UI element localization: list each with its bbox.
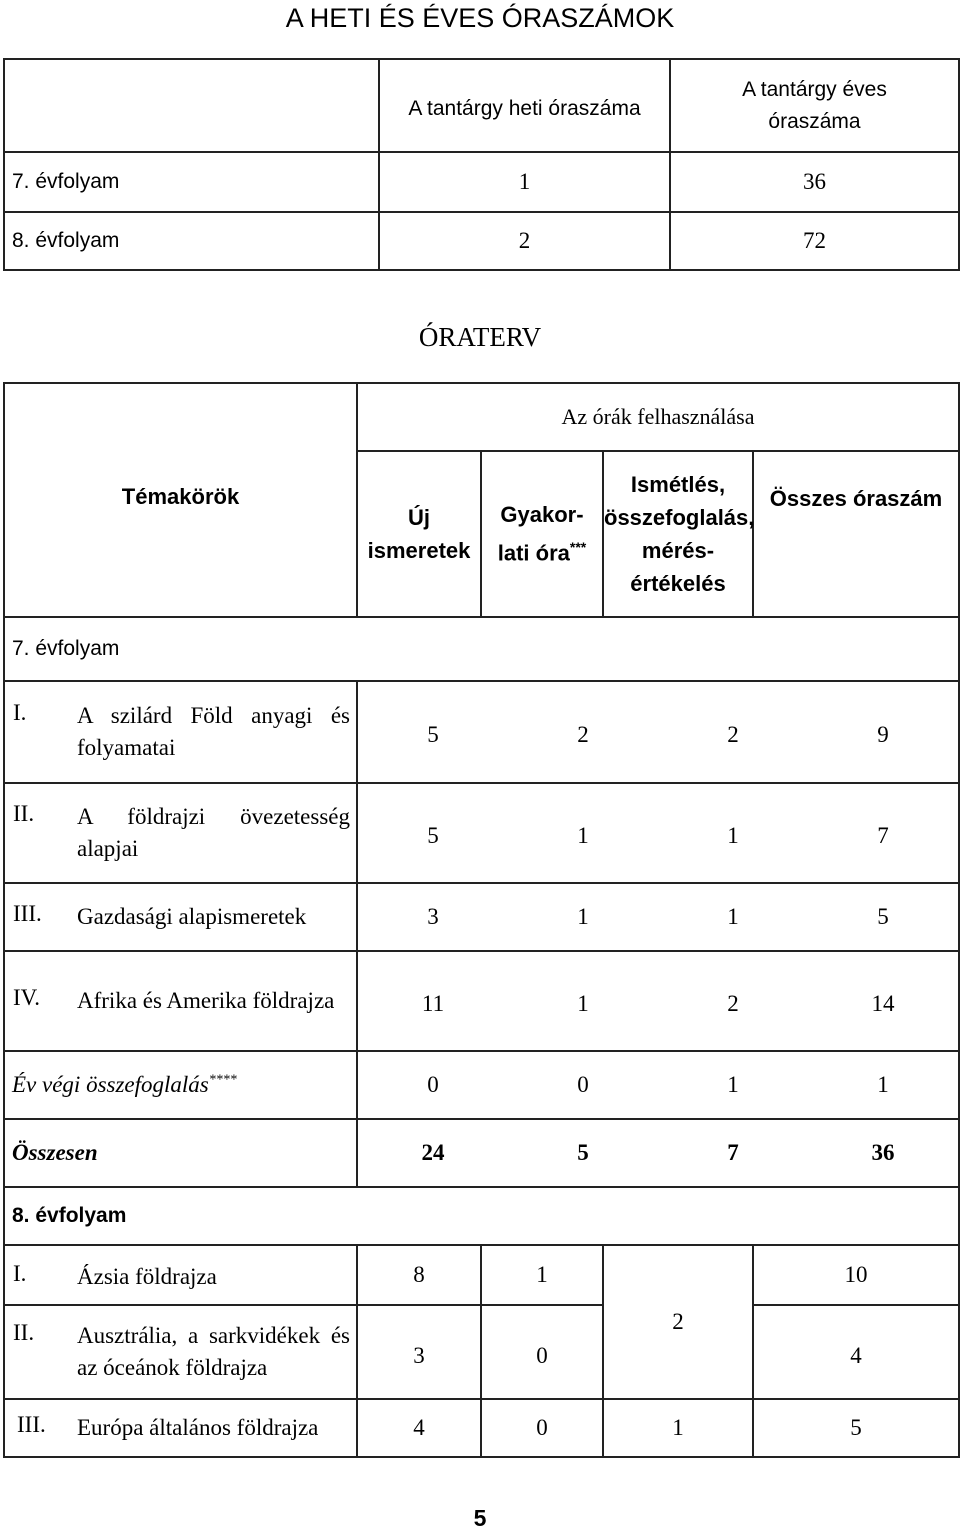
topic-values (357, 883, 959, 951)
value-practice: 1 (577, 991, 589, 1016)
value-practice: 0 (577, 1072, 589, 1097)
topic-cell (4, 1245, 357, 1305)
hours-row (4, 212, 959, 270)
col-practice-line2: lati óra (497, 540, 570, 566)
hours-row-label: 7. évfolyam (4, 152, 379, 212)
page-title: A HETI ÉS ÉVES ÓRASZÁMOK (285, 3, 675, 33)
topic-row (4, 681, 959, 783)
topic-row (4, 951, 959, 1051)
topic-row (4, 783, 959, 883)
practice-footnote-mark: *** (569, 539, 587, 556)
col-review-line2: összefoglalás, (604, 505, 755, 530)
value-practice: 2 (577, 722, 589, 747)
topic-number: IV. (13, 985, 41, 1010)
topic-row (4, 1399, 959, 1457)
topic-name: Gazdasági alapismeretek (77, 904, 307, 929)
topic-cell (4, 883, 357, 951)
topic-number: I. (13, 1261, 27, 1286)
sum-label: Összesen (4, 1119, 357, 1187)
value-practice: 1 (481, 1245, 603, 1305)
value-review: 1 (603, 1399, 753, 1457)
value-new: 4 (357, 1399, 481, 1457)
value-practice: 0 (481, 1399, 603, 1457)
topic-cell (4, 783, 357, 883)
value-review: 1 (727, 1072, 739, 1097)
topic-name: Afrika és Amerika földrajza (77, 988, 335, 1013)
value-total: 10 (753, 1245, 959, 1305)
topic-cell (4, 1305, 357, 1399)
usage-header: Az órák felhasználása (357, 383, 959, 451)
topic-values (357, 951, 959, 1051)
value-practice: 0 (481, 1305, 603, 1399)
hours-row (4, 152, 959, 212)
hours-header-empty (4, 59, 379, 152)
topic-cell (4, 1399, 357, 1457)
value-review: 7 (727, 1140, 739, 1165)
grade7-section-row (4, 617, 959, 681)
value-review: 2 (727, 722, 739, 747)
col-review-line3: mérés- (641, 538, 715, 563)
topic-values (357, 783, 959, 883)
value-practice: 1 (577, 823, 589, 848)
col-yearly-line1: A tantárgy éves (742, 77, 887, 101)
topic-values (357, 681, 959, 783)
value-review: 2 (727, 991, 739, 1016)
value-total: 14 (871, 991, 895, 1016)
topic-cell (4, 951, 357, 1051)
year-end-values (357, 1051, 959, 1119)
sum-values (357, 1119, 959, 1187)
topic-number: III. (17, 1412, 46, 1437)
sum-row (4, 1119, 959, 1187)
col-new-line1: Új (408, 505, 430, 530)
value-total: 7 (877, 823, 889, 848)
hours-row-weekly: 2 (379, 212, 670, 270)
value-new: 3 (427, 904, 439, 929)
col-practice-header (481, 451, 603, 617)
plan-header-row-1 (4, 383, 959, 451)
col-new-line2: ismeretek (367, 538, 471, 563)
year-end-label: Év végi összefoglalás (12, 1072, 209, 1097)
col-topics-header: Témakörök (4, 383, 357, 617)
topic-row (4, 1245, 959, 1305)
grade8-label: 8. évfolyam (4, 1187, 959, 1245)
shared-review-value: 2 (603, 1245, 753, 1399)
topic-number: II. (13, 801, 35, 826)
value-new: 24 (421, 1140, 445, 1165)
topic-name: Ázsia földrajza (77, 1264, 217, 1289)
hours-table (3, 58, 960, 271)
topic-name: Európa általános földrajza (77, 1415, 319, 1440)
hours-row-label: 8. évfolyam (4, 212, 379, 270)
value-new: 5 (427, 823, 439, 848)
value-new: 11 (421, 991, 445, 1016)
hours-row-yearly: 72 (670, 212, 959, 270)
topic-name: A szilárd Föld anyagi és folyamatai (77, 703, 350, 760)
value-new: 8 (357, 1245, 481, 1305)
year-end-footnote-mark: **** (208, 1072, 237, 1088)
topic-row (4, 1305, 959, 1399)
value-new: 0 (427, 1072, 439, 1097)
value-new: 5 (427, 722, 439, 747)
value-new: 3 (357, 1305, 481, 1399)
col-yearly-line2: óraszáma (768, 109, 861, 133)
page-number: 5 (473, 1505, 487, 1531)
topic-row (4, 883, 959, 951)
grade8-section-row (4, 1187, 959, 1245)
topic-name: A földrajzi övezetesség alapjai (77, 804, 350, 861)
value-total: 5 (753, 1399, 959, 1457)
col-new-header (357, 451, 481, 617)
value-practice: 1 (577, 904, 589, 929)
topic-number: II. (13, 1320, 35, 1345)
col-practice-line1: Gyakor- (500, 502, 584, 528)
plan-title: ÓRATERV (418, 322, 542, 352)
value-total: 9 (877, 722, 889, 747)
value-total: 36 (871, 1140, 895, 1165)
col-review-line1: Ismétlés, (630, 472, 726, 497)
topic-number: I. (13, 700, 27, 725)
col-review-header (603, 451, 753, 617)
col-weekly-header: A tantárgy heti óraszáma (379, 59, 670, 152)
value-total: 4 (753, 1305, 959, 1399)
col-review-line4: értékelés (630, 571, 726, 596)
topic-number: III. (13, 901, 42, 926)
col-yearly-header (670, 59, 959, 152)
value-total: 1 (877, 1072, 889, 1097)
topic-name: Ausztrália, a sarkvidékek és az óceánok földrajza (77, 1323, 350, 1380)
value-review: 1 (727, 823, 739, 848)
grade7-label: 7. évfolyam (4, 617, 959, 681)
col-total-header: Összes óraszám (753, 451, 959, 617)
value-practice: 5 (577, 1140, 589, 1165)
plan-table (3, 382, 960, 1458)
hours-row-weekly: 1 (379, 152, 670, 212)
year-end-cell (4, 1051, 357, 1119)
year-end-row (4, 1051, 959, 1119)
hours-row-yearly: 36 (670, 152, 959, 212)
hours-header-row (4, 59, 959, 152)
value-total: 5 (877, 904, 889, 929)
topic-cell (4, 681, 357, 783)
value-review: 1 (727, 904, 739, 929)
